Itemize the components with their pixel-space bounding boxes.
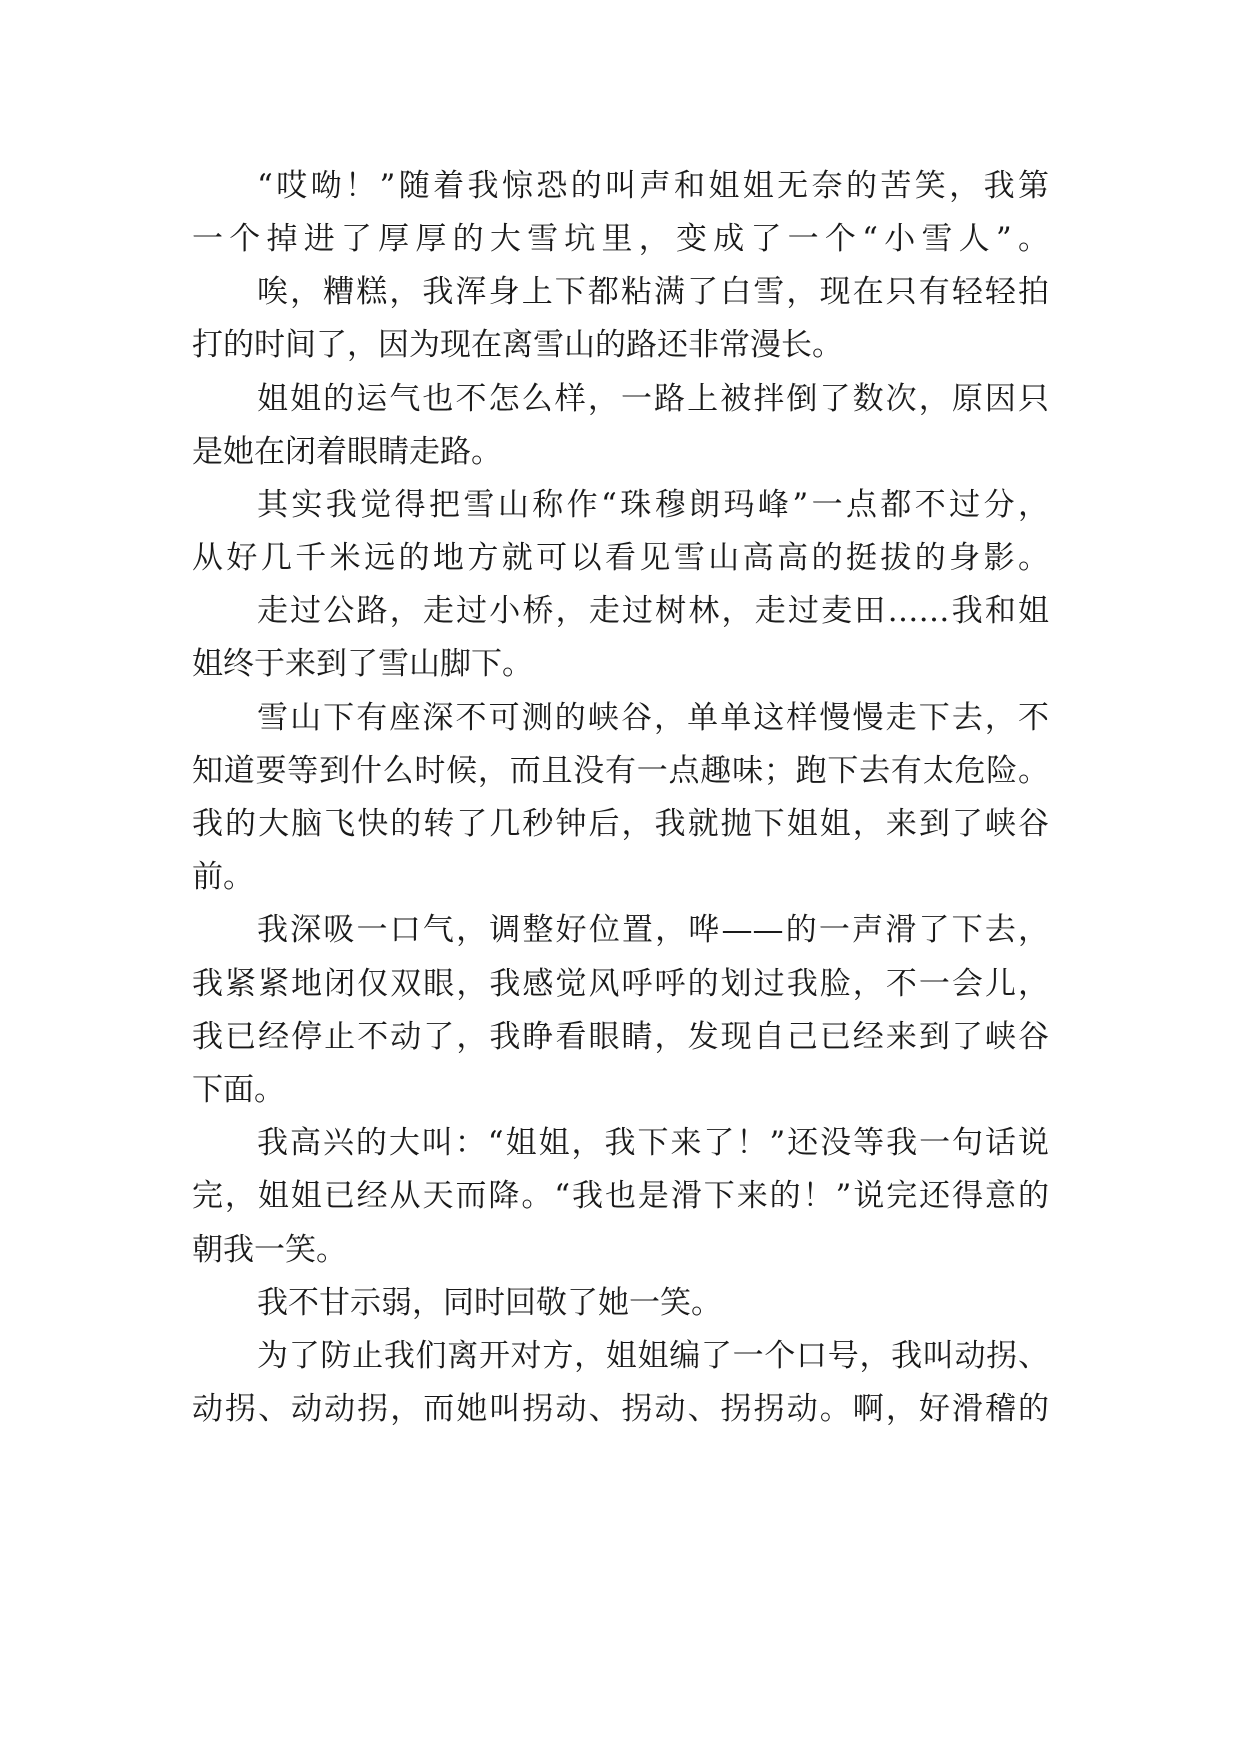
text-line: 为了防止我们离开对方，姐姐编了一个口号，我叫动拐、 (257, 1338, 1049, 1374)
text-line: 姐终于来到了雪山脚下。 (192, 646, 533, 682)
text-line: 朝我一笑。 (192, 1232, 347, 1268)
text-line: 姐姐的运气也不怎么样，一路上被拌倒了数次，原因只 (257, 381, 1049, 417)
text-line: 完，姐姐已经从天而降。“我也是滑下来的！”说完还得意的 (192, 1178, 1049, 1214)
text-line: 其实我觉得把雪山称作“珠穆朗玛峰”一点都不过分， (257, 487, 1049, 523)
text-line: 走过公路，走过小桥，走过树林，走过麦田……我和姐 (257, 593, 1049, 629)
text-line: “哎呦！”随着我惊恐的叫声和姐姐无奈的苦笑，我第 (257, 168, 1049, 204)
text-line: 下面。 (192, 1072, 285, 1108)
text-line: 我深吸一口气，调整好位置，哗——的一声滑了下去， (257, 912, 1049, 948)
text-line: 我不甘示弱，同时回敬了她一笑。 (257, 1285, 722, 1321)
text-line: 从好几千米远的地方就可以看见雪山高高的挺拔的身影。 (192, 540, 1049, 576)
text-line: 知道要等到什么时候，而且没有一点趣味；跑下去有太危险。 (192, 753, 1049, 789)
text-line: 我高兴的大叫：“姐姐，我下来了！”还没等我一句话说 (257, 1125, 1049, 1161)
text-line: 雪山下有座深不可测的峡谷，单单这样慢慢走下去，不 (257, 700, 1049, 736)
text-line: 是她在闭着眼睛走路。 (192, 434, 502, 470)
text-line: 我紧紧地闭仅双眼，我感觉风呼呼的划过我脸，不一会儿， (192, 966, 1049, 1002)
text-line: 前。 (192, 859, 254, 895)
text-line: 打的时间了，因为现在离雪山的路还非常漫长。 (192, 327, 843, 363)
text-line: 我已经停止不动了，我睁看眼睛，发现自己已经来到了峡谷 (192, 1019, 1049, 1055)
text-line: 唉，糟糕，我浑身上下都粘满了白雪，现在只有轻轻拍 (257, 274, 1049, 310)
text-line: 一个掉进了厚厚的大雪坑里，变成了一个“小雪人”。 (192, 221, 1049, 257)
text-line: 动拐、动动拐，而她叫拐动、拐动、拐拐动。啊，好滑稽的 (192, 1391, 1049, 1427)
text-line: 我的大脑飞快的转了几秒钟后，我就抛下姐姐，来到了峡谷 (192, 806, 1049, 842)
